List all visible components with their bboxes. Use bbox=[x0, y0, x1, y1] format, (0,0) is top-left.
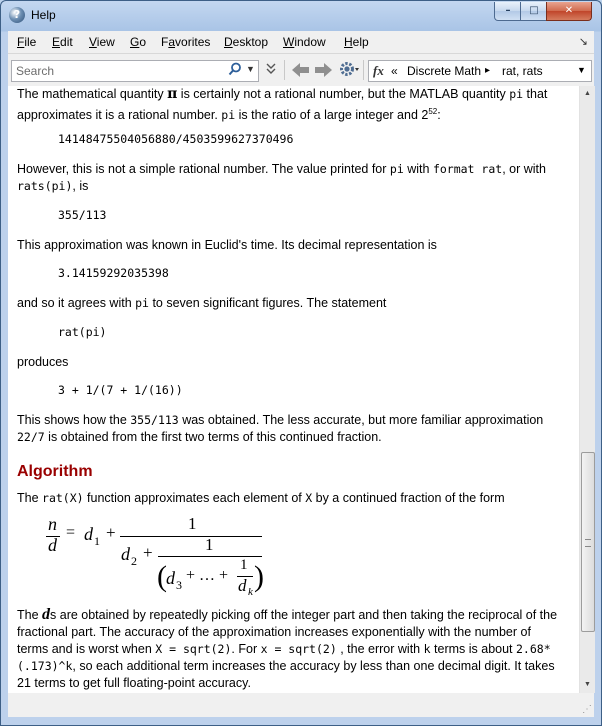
menu-desktop[interactable] bbox=[224, 35, 268, 49]
search-icon[interactable] bbox=[228, 62, 242, 79]
formula-sub-1: 1 bbox=[94, 534, 100, 548]
text: The mathematical quantity bbox=[17, 87, 168, 101]
menu-window[interactable] bbox=[283, 35, 326, 49]
text: , the error with bbox=[336, 642, 424, 656]
formula-d: d bbox=[48, 535, 57, 555]
menu-window-mnemonic: W bbox=[283, 35, 295, 49]
formula-right-paren: ) bbox=[254, 560, 264, 593]
formula-n: n bbox=[48, 514, 57, 534]
d-symbol: d bbox=[42, 606, 51, 623]
menu-go-mnemonic: G bbox=[130, 35, 140, 49]
code-block-ratio: 14148475504056880/4503599627370496 bbox=[58, 132, 294, 146]
formula-dk: d bbox=[238, 576, 247, 595]
scrollbar-thumb[interactable] bbox=[581, 452, 595, 632]
formula-d2: d bbox=[121, 544, 130, 564]
menu-go[interactable] bbox=[130, 35, 146, 49]
breadcrumb-separator: ▸ bbox=[485, 65, 491, 76]
scroll-up-arrow-icon[interactable]: ▲ bbox=[584, 90, 591, 97]
gear-icon[interactable] bbox=[338, 60, 360, 81]
text: was obtained. The less accurate, but more familiar approximation bbox=[178, 413, 544, 427]
paragraph-euclid: This approximation was known in Euclid's time. Its decimal representation is bbox=[17, 238, 437, 252]
text: is the ratio of a large integer and 2 bbox=[235, 108, 429, 123]
help-app-icon: ? bbox=[9, 7, 25, 23]
formula-fraction-bar bbox=[120, 536, 262, 537]
menu-desktop-label: esktop bbox=[232, 35, 269, 49]
menu-window-label: indow bbox=[294, 35, 326, 49]
formula-sub-2: 2 bbox=[131, 554, 137, 568]
paragraph-agrees bbox=[17, 295, 565, 312]
menu-file[interactable] bbox=[17, 35, 36, 49]
text: , or with bbox=[502, 162, 546, 176]
back-arrow-icon[interactable] bbox=[292, 62, 310, 81]
menu-help-label: elp bbox=[352, 35, 369, 49]
breadcrumb-prefix: « bbox=[391, 64, 398, 78]
menu-help-mnemonic: H bbox=[344, 35, 353, 49]
inline-code: rats(pi) bbox=[17, 179, 73, 193]
help-content bbox=[8, 86, 579, 693]
text: The bbox=[17, 608, 43, 622]
inline-code: pi bbox=[509, 87, 524, 101]
menu-favorites-label: vorites bbox=[175, 35, 211, 49]
inline-code: X bbox=[305, 491, 313, 505]
menu-file-label: ile bbox=[24, 35, 37, 49]
text: is obtained from the first two terms of this continued fraction. bbox=[44, 430, 382, 444]
menu-bar bbox=[8, 31, 594, 54]
paragraph-not-simple bbox=[17, 161, 565, 195]
code-block-continued-fraction: 3 + 1/(7 + 1/(16)) bbox=[58, 383, 183, 397]
code-block-decimal: 3.14159292035398 bbox=[58, 266, 169, 280]
forward-arrow-icon[interactable] bbox=[314, 62, 332, 81]
formula-d3: d bbox=[166, 568, 175, 588]
inline-code: 355/113 bbox=[130, 413, 179, 427]
inline-code: 2.68*(.173)^k bbox=[17, 642, 551, 673]
search-input[interactable]: Search bbox=[16, 64, 55, 78]
menu-desktop-mnemonic: D bbox=[224, 35, 233, 49]
paragraph-algorithm bbox=[17, 490, 565, 507]
inline-code: rat(X) bbox=[42, 491, 84, 505]
text: function approximates each element of bbox=[83, 491, 306, 505]
text: with bbox=[403, 162, 433, 176]
inline-code: format rat bbox=[432, 162, 503, 176]
menu-view-label: iew bbox=[96, 35, 115, 49]
menu-file-mnemonic: F bbox=[17, 35, 25, 49]
breadcrumb-discrete-math[interactable]: Discrete Math bbox=[407, 64, 482, 78]
formula-plus: + bbox=[106, 523, 116, 542]
text: s are obtained by repeatedly picking off the integer part and then taking the reciprocal of the fractional part. The accuracy of the approximation increases exponentially with the number of terms and is worst when bbox=[17, 608, 558, 656]
text: This shows how the bbox=[17, 413, 131, 427]
formula-sub-k: k bbox=[248, 586, 253, 598]
text: and so it agrees with bbox=[17, 296, 136, 310]
maximize-button[interactable]: □ bbox=[520, 2, 548, 21]
formula-one: 1 bbox=[205, 535, 214, 554]
menu-favorites-mnemonic: a bbox=[168, 35, 176, 49]
function-fx-icon[interactable]: fx bbox=[373, 63, 384, 78]
scrollbar-grip-icon bbox=[585, 539, 591, 547]
minimize-button[interactable]: – bbox=[494, 2, 522, 21]
formula-d1: d bbox=[84, 524, 93, 544]
menu-favorites-first: F bbox=[161, 35, 169, 49]
toolbar bbox=[8, 54, 594, 86]
menu-edit-mnemonic: E bbox=[52, 35, 61, 49]
text: : bbox=[437, 108, 441, 123]
superscript: 52 bbox=[428, 107, 438, 116]
formula-one: 1 bbox=[188, 514, 197, 533]
formula-equals: = bbox=[66, 524, 76, 541]
text: to seven significant figures. The statement bbox=[148, 296, 387, 310]
text: by a continued fraction of the form bbox=[312, 491, 505, 505]
menu-edit-label: dit bbox=[60, 35, 73, 49]
pi-symbol: π bbox=[167, 86, 178, 102]
text: , is bbox=[72, 179, 89, 193]
menu-help[interactable] bbox=[344, 35, 369, 49]
menu-view-mnemonic: V bbox=[89, 35, 97, 49]
menu-go-label: o bbox=[139, 35, 147, 49]
window-title: Help bbox=[31, 8, 56, 22]
formula-ellipsis: + … + bbox=[186, 567, 229, 584]
paragraph-accuracy bbox=[17, 606, 565, 692]
vertical-scrollbar[interactable] bbox=[579, 86, 595, 693]
paragraph-pi-rational bbox=[17, 86, 565, 124]
inline-code: pi bbox=[389, 162, 404, 176]
text: terms is about bbox=[430, 642, 516, 656]
menubar-grip-icon[interactable]: ↘ bbox=[578, 36, 588, 48]
formula-left-paren: ( bbox=[157, 560, 167, 593]
section-heading-algorithm: Algorithm bbox=[17, 463, 93, 480]
text: that approximates it is a rational number. bbox=[17, 87, 548, 123]
menu-favorites[interactable] bbox=[161, 35, 210, 49]
inline-code: pi bbox=[221, 108, 236, 123]
text: , so each additional term increases the accuracy by less than one decimal digit. It takes 21 terms to get full floating-point accuracy. bbox=[17, 659, 555, 690]
title-bar[interactable] bbox=[1, 1, 601, 31]
code-block-rat-pi: rat(pi) bbox=[58, 325, 107, 339]
text: However, this is not a simple rational number. The value printed for bbox=[17, 162, 390, 176]
close-button[interactable]: ✕ bbox=[546, 2, 592, 21]
double-chevron-down-icon[interactable] bbox=[266, 63, 276, 78]
search-field[interactable] bbox=[11, 60, 259, 82]
code-block-355-113: 355/113 bbox=[58, 208, 107, 222]
formula-one: 1 bbox=[240, 557, 248, 573]
location-bar[interactable] bbox=[368, 60, 592, 82]
chevron-down-icon[interactable]: ▼ bbox=[246, 64, 255, 74]
breadcrumb-rat-rats[interactable]: rat, rats bbox=[502, 64, 543, 78]
inline-code: x = sqrt(2) bbox=[260, 642, 337, 656]
status-bar bbox=[8, 693, 594, 717]
text: The bbox=[17, 491, 43, 505]
toolbar-separator bbox=[363, 60, 364, 80]
resize-grip-icon[interactable]: ⋰ bbox=[582, 704, 592, 715]
paragraph-shows-how bbox=[17, 412, 565, 446]
formula-plus: + bbox=[143, 543, 153, 562]
menu-view[interactable] bbox=[89, 35, 115, 49]
text: . For bbox=[231, 642, 261, 656]
inline-code: X = sqrt(2) bbox=[155, 642, 232, 656]
inline-code: k bbox=[423, 642, 431, 656]
location-dropdown-icon[interactable]: ▼ bbox=[577, 65, 586, 75]
toolbar-separator bbox=[284, 60, 285, 80]
menu-edit[interactable] bbox=[52, 35, 73, 49]
formula-sub-3: 3 bbox=[176, 578, 182, 592]
scroll-down-arrow-icon[interactable]: ▼ bbox=[584, 681, 591, 688]
inline-code: pi bbox=[135, 296, 149, 310]
text: is certainly not a rational number, but the MATLAB quantity bbox=[177, 87, 510, 101]
paragraph-produces: produces bbox=[17, 355, 69, 369]
inline-code: 22/7 bbox=[17, 430, 45, 444]
